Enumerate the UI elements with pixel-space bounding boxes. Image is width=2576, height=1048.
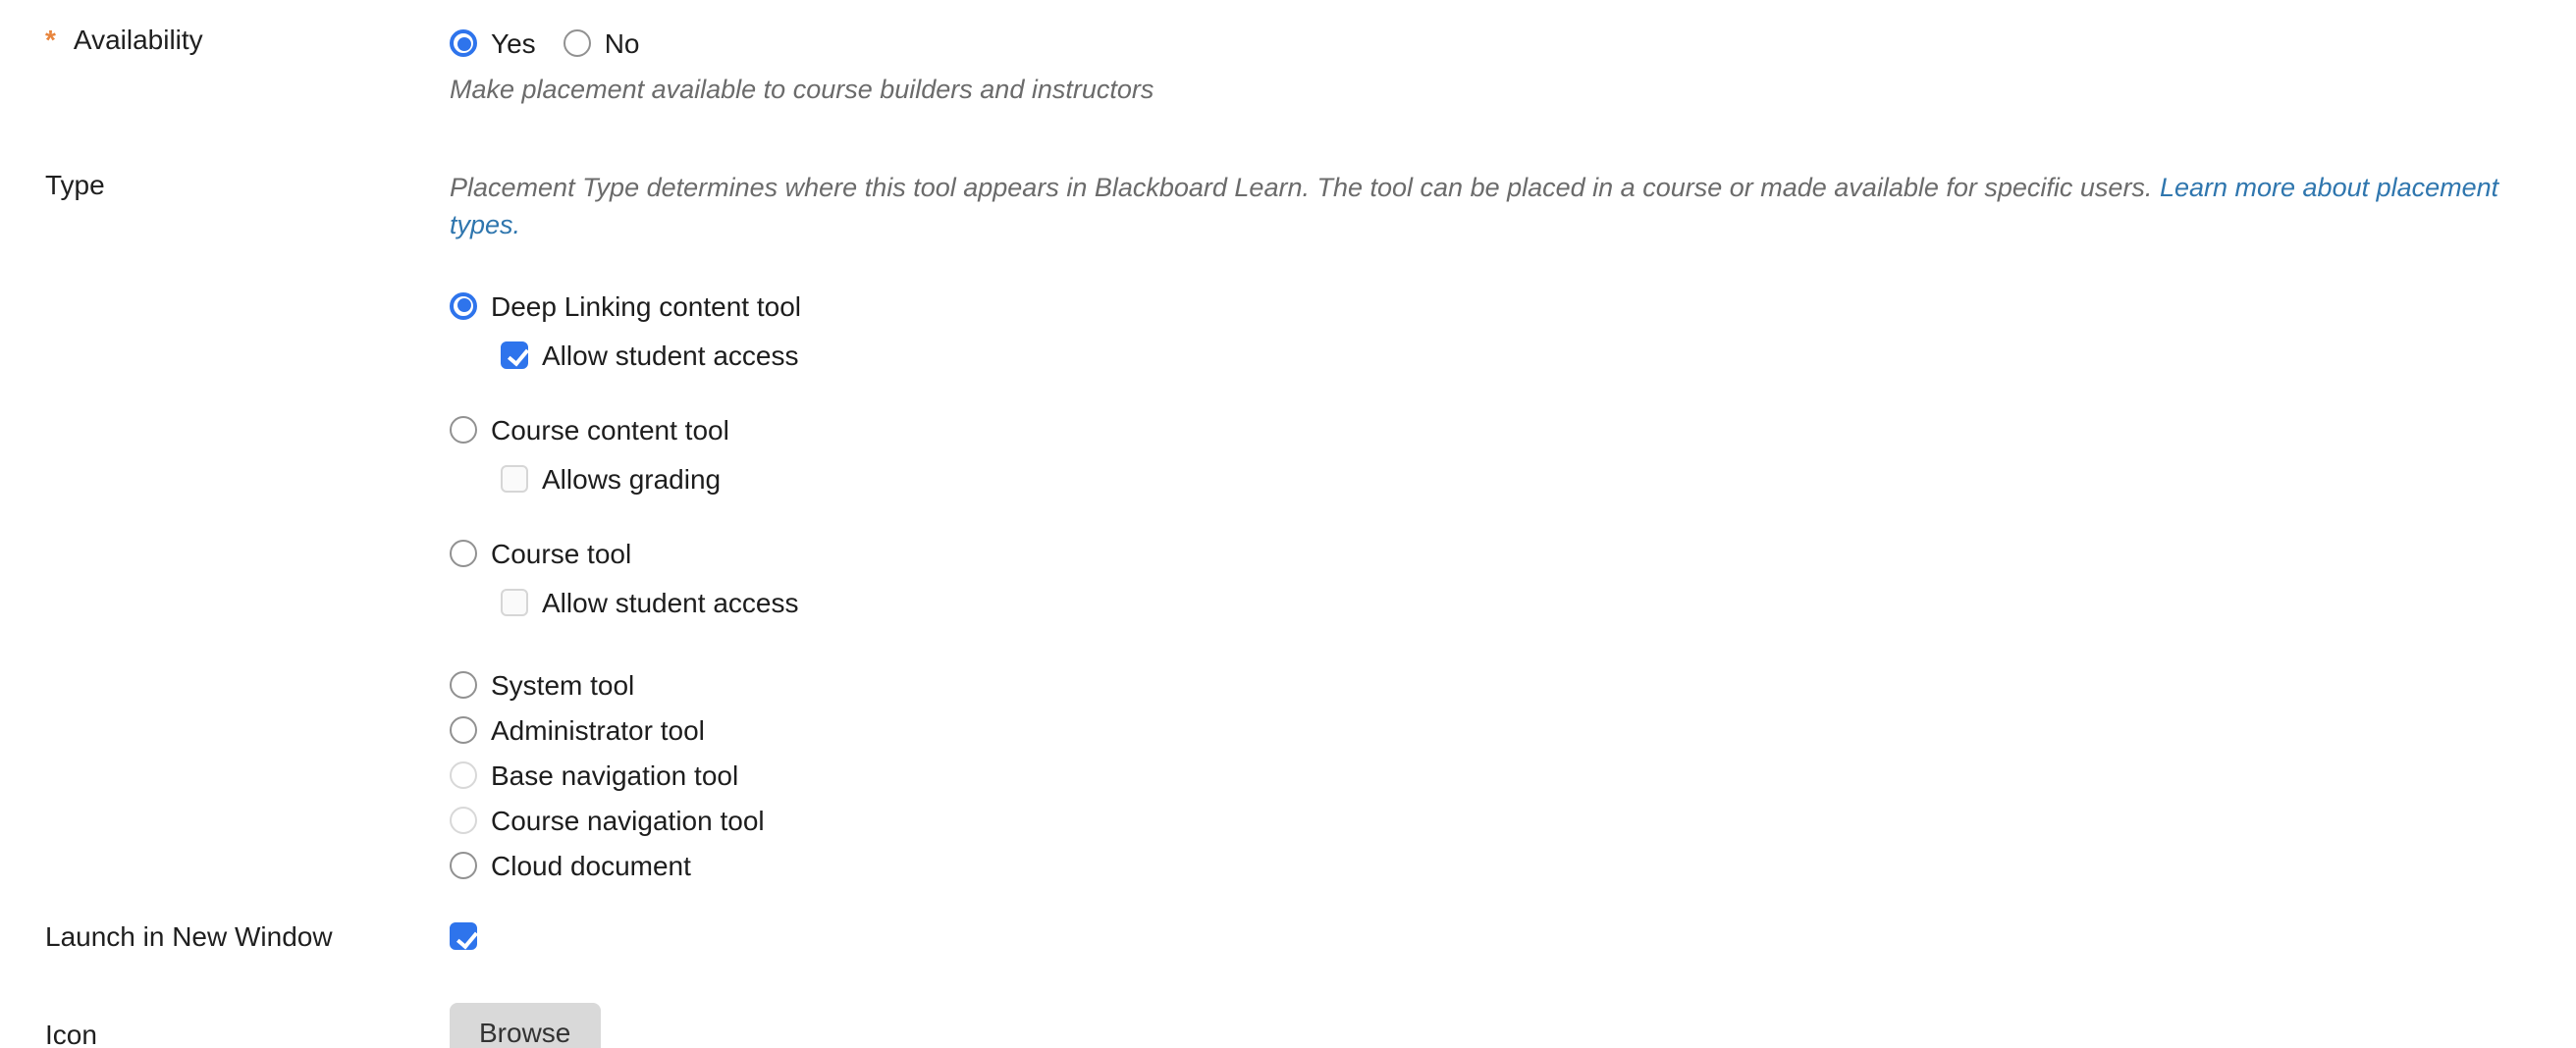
radio-row (450, 412, 2576, 445)
cloud-document-label[interactable]: Cloud document (491, 849, 691, 880)
checkbox-row (501, 585, 2576, 618)
deep-linking-radio[interactable] (450, 291, 477, 319)
availability-no-radio[interactable] (564, 29, 591, 57)
course-tool-radio[interactable] (450, 539, 477, 566)
availability-hint: Make placement available to course builders and instructors (450, 75, 1154, 104)
availability-no-label[interactable]: No (604, 27, 640, 59)
administrator-tool-label[interactable]: Administrator tool (491, 713, 705, 745)
type-row (0, 169, 2576, 893)
radio-row (450, 536, 2576, 569)
allows-grading-checkbox[interactable] (501, 464, 528, 492)
availability-label: Availability (73, 24, 203, 55)
availability-row (0, 24, 2576, 104)
course-navigation-label: Course navigation tool (491, 804, 765, 835)
allows-grading-label[interactable]: Allows grading (542, 462, 722, 494)
system-tool-radio[interactable] (450, 670, 477, 698)
option-base-navigation-tool (450, 758, 2576, 791)
course-tool-label[interactable]: Course tool (491, 537, 632, 568)
learn-more-link[interactable]: Learn more about placement types. (450, 173, 2499, 239)
deep-linking-student-access-checkbox[interactable] (501, 341, 528, 368)
required-asterisk: * (45, 24, 56, 55)
option-system-tool (450, 667, 2576, 701)
type-description (450, 169, 2550, 243)
course-tool-student-access-label[interactable]: Allow student access (542, 586, 799, 617)
radio-row (450, 288, 2576, 322)
availability-yes-label[interactable]: Yes (491, 27, 536, 59)
option-group-course-tool (450, 536, 2576, 618)
option-course-navigation-tool (450, 803, 2576, 836)
course-content-label[interactable]: Course content tool (491, 413, 729, 445)
system-tool-label[interactable]: System tool (491, 668, 635, 700)
type-options (450, 288, 2576, 881)
course-tool-student-access-checkbox[interactable] (501, 588, 528, 615)
cloud-document-radio[interactable] (450, 851, 477, 878)
base-navigation-label: Base navigation tool (491, 759, 739, 790)
option-group-deep-linking (450, 288, 2576, 371)
deep-linking-label[interactable]: Deep Linking content tool (491, 289, 801, 321)
administrator-tool-radio[interactable] (450, 715, 477, 743)
icon-label-col (0, 1003, 450, 1048)
type-label-col (0, 169, 450, 200)
type-label: Type (45, 169, 105, 200)
course-navigation-radio (450, 806, 477, 833)
launch-new-window-row (0, 920, 2576, 960)
checkbox-row (501, 338, 2576, 371)
base-navigation-radio (450, 760, 477, 788)
option-group-course-content (450, 412, 2576, 495)
launch-new-window-label: Launch in New Window (45, 920, 333, 952)
checkbox-row (501, 461, 2576, 495)
option-administrator-tool (450, 712, 2576, 746)
launch-new-window-label-col (0, 920, 450, 952)
option-cloud-document (450, 848, 2576, 881)
launch-new-window-checkbox[interactable] (450, 922, 477, 950)
browse-button[interactable]: Browse (450, 1003, 600, 1048)
availability-yes-radio[interactable] (450, 29, 477, 57)
availability-radio-group (450, 24, 2576, 63)
availability-label-col (0, 24, 450, 55)
icon-label: Icon (45, 1019, 97, 1048)
icon-row (0, 1003, 2576, 1048)
deep-linking-student-access-label[interactable]: Allow student access (542, 339, 799, 370)
course-content-radio[interactable] (450, 415, 477, 443)
type-description-text: Placement Type determines where this tool appears in Blackboard Learn. The tool can be placed in a course or made available for specific users. (450, 173, 2153, 202)
